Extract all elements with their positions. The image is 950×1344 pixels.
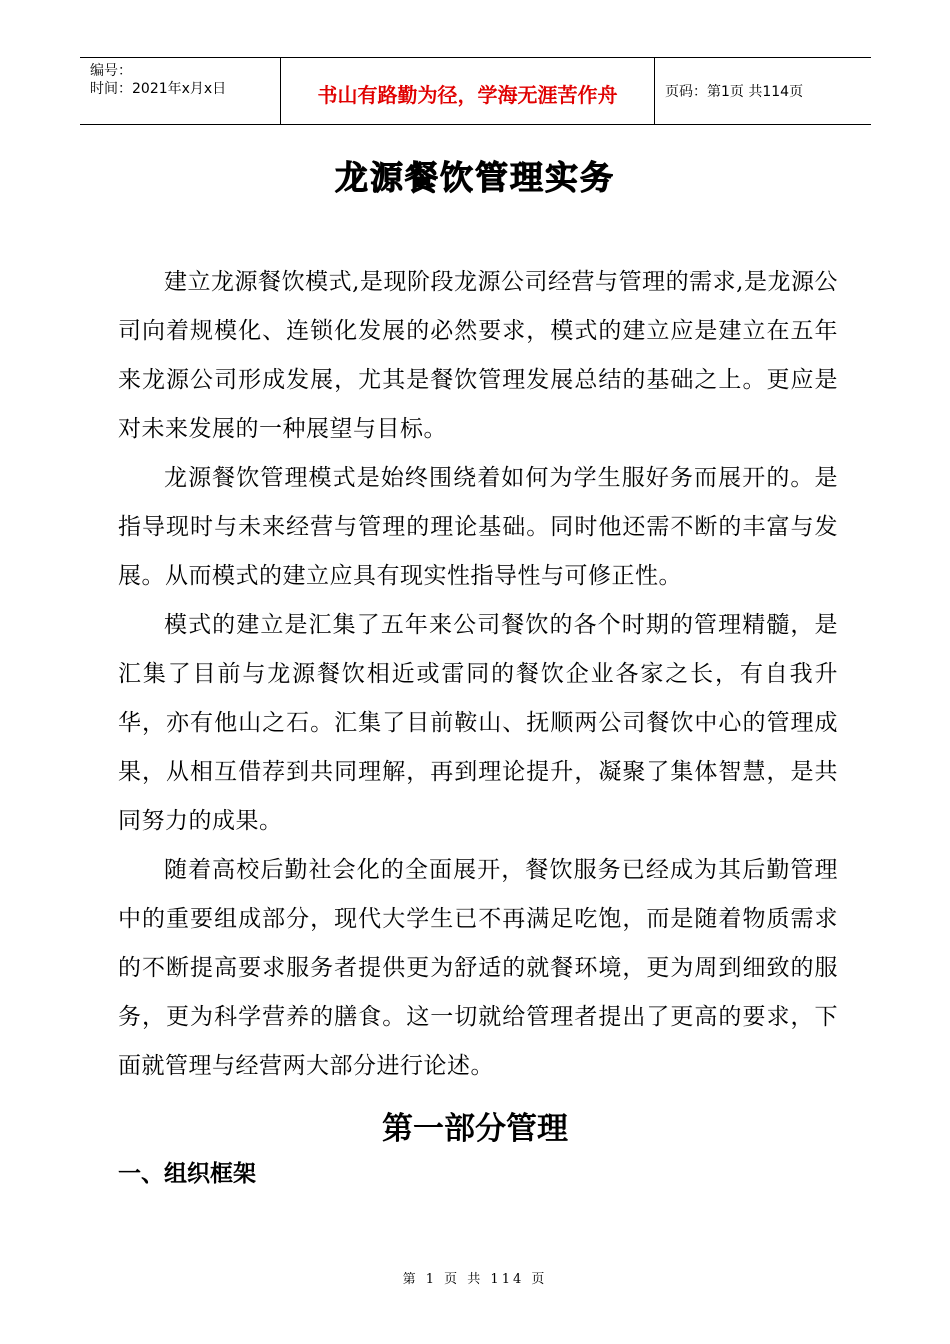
document-title: 龙源餐饮管理实务: [335, 158, 615, 197]
time-label: 时间：2021年x月x日: [90, 81, 227, 97]
body-text: [118, 258, 838, 1091]
number-label: 编号：: [90, 63, 132, 79]
paragraph: 龙源餐饮管理模式是始终围绕着如何为学生服好务而展开的。是指导现时与未来经营与管理的理论基础。同时他还需不断的丰富与发展。从而模式的建立应具有现实性指导性与可修正性。: [118, 465, 838, 589]
header-motto: 书山有路勤为径，学海无涯苦作舟: [281, 58, 655, 124]
page-footer: 第 1 页 共 114 页: [402, 1272, 548, 1287]
paragraph: 建立龙源餐饮模式,是现阶段龙源公司经营与管理的需求,是龙源公司向着规模化、连锁化发展的必然要求，模式的建立应是建立在五年来龙源公司形成发展，尤其是餐饮管理发展总结的基础之上。更应是对未来发展的一种展望与目标。: [118, 269, 838, 442]
page-header: [80, 57, 871, 125]
header-page-info: 页码：第1页 共114页: [665, 84, 804, 100]
header-meta: [80, 58, 281, 124]
paragraph: 模式的建立是汇集了五年来公司餐饮的各个时期的管理精髓，是汇集了目前与龙源餐饮相近或雷同的餐饮企业各家之长，有自我升华，亦有他山之石。汇集了目前鞍山、抚顺两公司餐饮中心的管理成果，从相互借荐到共同理解，再到理论提升，凝聚了集体智慧，是共同努力的成果。: [118, 612, 838, 834]
section-heading: 第一部分管理: [382, 1111, 568, 1147]
paragraph: 随着高校后勤社会化的全面展开，餐饮服务已经成为其后勤管理中的重要组成部分，现代大学生已不再满足吃饱，而是随着物质需求的不断提高要求服务者提供更为舒适的就餐环境，更为周到细致的服务，更为科学营养的膳食。这一切就给管理者提出了更高的要求，下面就管理与经营两大部分进行论述。: [118, 857, 838, 1079]
sub-heading: 一、组织框架: [118, 1160, 256, 1187]
